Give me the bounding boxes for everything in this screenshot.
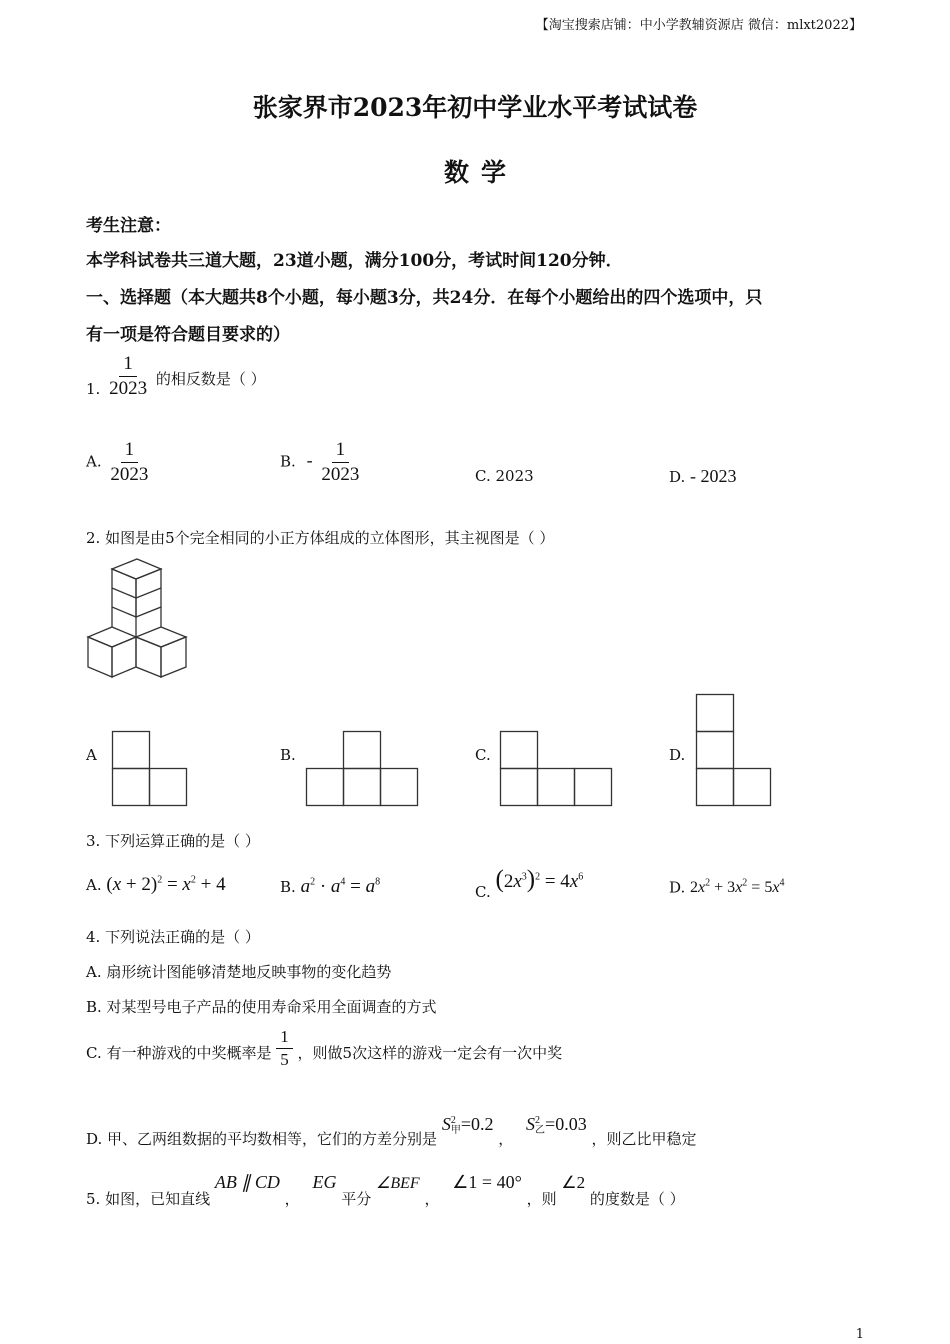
notice-label: 考生注意： bbox=[86, 216, 171, 236]
q2-option-c-label: C. bbox=[475, 746, 491, 764]
q2-option-d-label: D. bbox=[669, 746, 686, 764]
q3-d-formula: $2x^2 + 3x^2 = 5x^4$ bbox=[690, 878, 785, 897]
q2-option-d-figure bbox=[696, 694, 772, 807]
q3-option-b: B. $a^2 \cdot a^4 = a^8$ bbox=[280, 876, 381, 897]
q4-d-variance-1: S 2 甲 =0.2 bbox=[441, 1114, 494, 1136]
question-1: 1. $\frac{1}{2023}$ 的相反数是（ ） bbox=[86, 353, 266, 399]
q1-option-a: A. $\frac{1}{2023}$ bbox=[86, 439, 149, 485]
q2-option-a-figure bbox=[112, 731, 188, 807]
subject-title: 数学 bbox=[443, 158, 518, 187]
page-number: 1 bbox=[855, 1327, 864, 1342]
q3-option-a: A. $(x + 2)^2 = x^2 + 4$ bbox=[86, 874, 226, 895]
q2-option-a-label: A bbox=[86, 746, 97, 764]
section1-heading-line1: 一、选择题（本大题共8个小题，每小题3分，共24分．在每个小题给出的四个选项中，只 bbox=[86, 288, 763, 308]
question-3: 3. 下列运算正确的是（ ） bbox=[86, 832, 260, 850]
q3-b-formula: $a^2 \cdot a^4 = a^8$ bbox=[300, 876, 381, 897]
section1-heading-line2: 有一项是符合题目要求的） bbox=[86, 325, 290, 345]
q3-option-c: C. $(2x^3)^2 = 4x^6$ bbox=[475, 866, 584, 901]
q4-option-c: C. 有一种游戏的中奖概率是 $\frac{1}{5}$ ，则做5次这样的游戏一定会有一次中奖 bbox=[86, 1027, 563, 1069]
q3-c-formula: $(2x^3)^2 = 4x^6$ bbox=[495, 866, 584, 893]
exam-title: 张家界市2023年初中学业水平考试试卷 bbox=[252, 93, 698, 122]
page-header: 【淘宝搜索店铺：中小学教辅资源店 微信：mlxt2022】 bbox=[535, 18, 862, 33]
q1-option-b: B. - $\frac{1}{2023}$ bbox=[280, 439, 360, 485]
q1-option-d: D. - 2023 bbox=[669, 466, 737, 486]
q2-option-b-figure bbox=[306, 731, 419, 807]
q1-option-c: C. 2023 bbox=[475, 467, 534, 485]
q1-fraction: $\frac{1}{2023}$ bbox=[109, 353, 148, 399]
q4-option-a: A. 扇形统计图能够清楚地反映事物的变化趋势 bbox=[86, 963, 392, 981]
q3-option-d: D. $2x^2 + 3x^2 = 5x^4$ bbox=[669, 878, 785, 897]
q2-option-b-label: B. bbox=[280, 746, 296, 764]
question-5: 5. 如图，已知直线 AB ∥ CD ， EG 平分 ∠BEF ， ∠1 = 40° ，则 ∠2 的度数是（ ） bbox=[86, 1172, 685, 1208]
question-4: 4. 下列说法正确的是（ ） bbox=[86, 928, 260, 946]
q2-option-c-figure bbox=[500, 731, 613, 807]
q3-a-formula: $(x + 2)^2 = x^2 + 4$ bbox=[106, 874, 226, 895]
notice-text: 本学科试卷共三道大题，23道小题，满分100分，考试时间120分钟． bbox=[86, 251, 623, 271]
q4-option-b: B. 对某型号电子产品的使用寿命采用全面调查的方式 bbox=[86, 998, 437, 1016]
question-2: 2. 如图是由5个完全相同的小正方体组成的立体图形，其主视图是（ ） bbox=[86, 529, 555, 547]
q2-3d-cube-figure bbox=[86, 559, 188, 681]
q4-option-d: D. 甲、乙两组数据的平均数相等，它们的方差分别是 S 2 甲 =0.2 ， S 2 乙 =0.03 ，则乙比甲稳定 bbox=[86, 1114, 697, 1148]
q4-d-variance-2: S 2 乙 =0.03 bbox=[526, 1114, 587, 1136]
